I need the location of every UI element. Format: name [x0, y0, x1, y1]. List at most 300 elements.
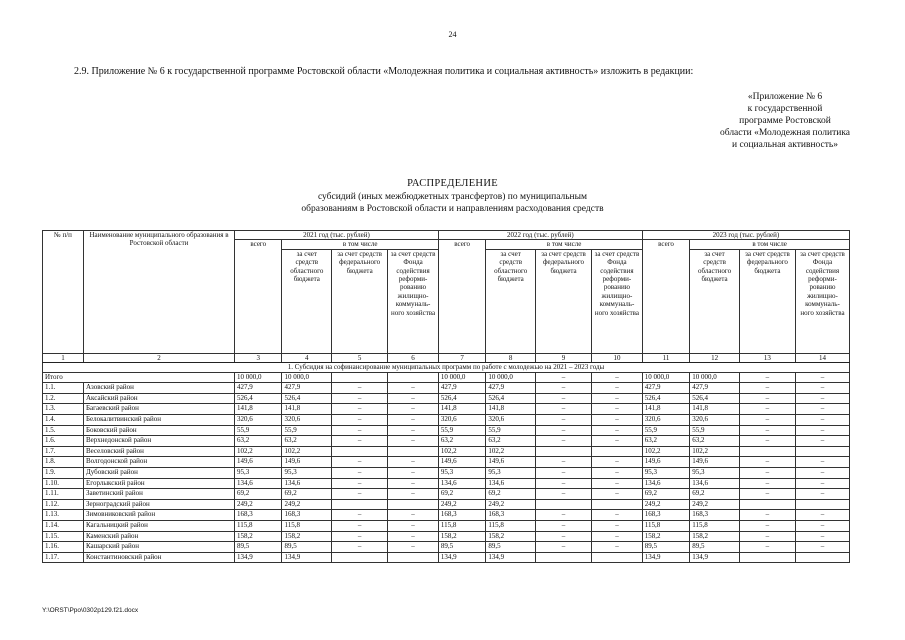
table-cell: –	[388, 425, 439, 436]
table-cell: 141,8	[235, 404, 282, 415]
table-cell: –	[592, 478, 643, 489]
table-cell: –	[739, 531, 795, 542]
table-cell: 89,5	[282, 542, 332, 553]
table-cell: 526,4	[235, 393, 282, 404]
table-row	[43, 383, 850, 394]
table-row	[43, 393, 850, 404]
table-cell: –	[739, 489, 795, 500]
header-municipality: Наименование муниципального образования в Ростовской области	[83, 231, 234, 354]
table-cell: –	[795, 457, 849, 468]
table-cell: –	[332, 436, 388, 447]
document-title: РАСПРЕДЕЛЕНИЕ	[407, 178, 498, 189]
table-cell: 320,6	[486, 415, 536, 426]
table-cell	[332, 372, 388, 383]
header-fund: за счет средств Фонда содействия реформи- рованию жилищно- коммуналь- ного хозяйства	[795, 249, 849, 353]
table-cell: 89,5	[690, 542, 740, 553]
header-regional: за счет средств областного бюджета	[690, 249, 740, 353]
table-cell: –	[535, 542, 591, 553]
table-row	[43, 415, 850, 426]
table-cell: –	[535, 531, 591, 542]
table-cell: –	[388, 542, 439, 553]
table-cell: 149,6	[486, 457, 536, 468]
table-cell	[592, 446, 643, 457]
table-cell: 249,2	[438, 499, 485, 510]
document-subtitle	[0, 191, 905, 215]
table-cell: –	[332, 383, 388, 394]
row-number: 1.13.	[43, 510, 84, 521]
table-cell: 102,2	[486, 446, 536, 457]
table-cell: –	[535, 457, 591, 468]
table-cell: –	[739, 404, 795, 415]
table-cell: –	[592, 467, 643, 478]
table-cell	[535, 499, 591, 510]
table-row	[43, 436, 850, 447]
table-cell: 55,9	[486, 425, 536, 436]
row-number: 1.9.	[43, 467, 84, 478]
table-cell: –	[535, 383, 591, 394]
table-cell: –	[388, 467, 439, 478]
table-cell: 134,9	[438, 552, 485, 563]
table-cell: –	[795, 436, 849, 447]
header-year-2021: 2021 год (тыс. рублей)	[235, 231, 439, 240]
header-number: № п/п	[43, 231, 84, 354]
table-cell: 134,6	[438, 478, 485, 489]
table-cell	[739, 446, 795, 457]
table-cell: –	[535, 393, 591, 404]
appendix-line: программе Ростовской	[739, 116, 831, 126]
municipality-name: Волгодонской район	[83, 457, 234, 468]
table-cell: 141,8	[642, 404, 689, 415]
table-cell: 141,8	[438, 404, 485, 415]
table-cell: 168,3	[438, 510, 485, 521]
table-cell: 134,9	[282, 552, 332, 563]
table-cell: –	[388, 489, 439, 500]
table-cell	[592, 499, 643, 510]
municipality-name: Зерноградский район	[83, 499, 234, 510]
municipality-name: Аксайский район	[83, 393, 234, 404]
header-total: всего	[642, 240, 689, 353]
table-cell: 10 000,0	[690, 372, 740, 383]
table-cell: 134,6	[235, 478, 282, 489]
table-cell	[739, 499, 795, 510]
table-cell: –	[388, 404, 439, 415]
column-number: 9	[535, 353, 591, 362]
table-cell: 141,8	[690, 404, 740, 415]
table-cell: –	[592, 393, 643, 404]
table-cell: 63,2	[486, 436, 536, 447]
table-cell: 95,3	[690, 467, 740, 478]
municipality-name: Зимовниковский район	[83, 510, 234, 521]
table-cell: –	[795, 489, 849, 500]
table-cell: –	[795, 467, 849, 478]
table-cell: 168,3	[642, 510, 689, 521]
table-cell: 149,6	[282, 457, 332, 468]
header-including: в том числе	[282, 240, 438, 249]
row-number: 1.5.	[43, 425, 84, 436]
table-cell: –	[592, 383, 643, 394]
header-federal: за счет средств федерального бюджета	[535, 249, 591, 353]
table-cell: –	[739, 520, 795, 531]
table-cell: 69,2	[486, 489, 536, 500]
header-including: в том числе	[690, 240, 850, 249]
table-cell	[795, 446, 849, 457]
distribution-table	[42, 230, 850, 563]
table-row	[43, 542, 850, 553]
table-cell: –	[332, 510, 388, 521]
table-cell: –	[795, 393, 849, 404]
table-cell: 89,5	[235, 542, 282, 553]
table-cell: –	[535, 372, 591, 383]
table-row	[43, 531, 850, 542]
table-cell: –	[535, 425, 591, 436]
header-total: всего	[235, 240, 282, 353]
table-cell: 427,9	[642, 383, 689, 394]
table-cell: 168,3	[486, 510, 536, 521]
table-cell: 134,6	[642, 478, 689, 489]
table-cell: 427,9	[438, 383, 485, 394]
table-row	[43, 499, 850, 510]
table-cell: 249,2	[235, 499, 282, 510]
table-cell: –	[739, 457, 795, 468]
table-row	[43, 478, 850, 489]
table-cell: –	[388, 520, 439, 531]
column-number: 2	[83, 353, 234, 362]
table-cell: 149,6	[642, 457, 689, 468]
municipality-name: Кашарский район	[83, 542, 234, 553]
table-cell: –	[592, 457, 643, 468]
table-cell: 134,9	[642, 552, 689, 563]
row-number: 1.16.	[43, 542, 84, 553]
table-cell: 102,2	[438, 446, 485, 457]
table-row	[43, 372, 850, 383]
table-cell: 249,2	[642, 499, 689, 510]
table-cell: –	[535, 520, 591, 531]
table-cell: –	[739, 478, 795, 489]
table-cell: –	[592, 510, 643, 521]
table-cell: 427,9	[486, 383, 536, 394]
table-cell: –	[795, 404, 849, 415]
table-cell: 134,9	[235, 552, 282, 563]
column-number: 5	[332, 353, 388, 362]
municipality-name: Азовский район	[83, 383, 234, 394]
table-cell	[388, 552, 439, 563]
table-cell: –	[388, 457, 439, 468]
table-cell: –	[535, 489, 591, 500]
header-regional: за счет средств областного бюджета	[486, 249, 536, 353]
table-cell: –	[739, 542, 795, 553]
appendix-line: области «Молодежная политика	[719, 128, 851, 138]
table-cell: 427,9	[282, 383, 332, 394]
table-cell: 158,2	[282, 531, 332, 542]
table-cell: –	[535, 404, 591, 415]
table-cell: 320,6	[235, 415, 282, 426]
table-cell: 134,9	[486, 552, 536, 563]
table-cell: 115,8	[486, 520, 536, 531]
table-cell: 63,2	[690, 436, 740, 447]
table-cell: –	[332, 393, 388, 404]
municipality-name: Боковский район	[83, 425, 234, 436]
table-cell	[592, 552, 643, 563]
table-cell: –	[739, 372, 795, 383]
header-year-2023: 2023 год (тыс. рублей)	[642, 231, 849, 240]
table-cell: –	[332, 467, 388, 478]
header-year-2022: 2022 год (тыс. рублей)	[438, 231, 642, 240]
table-cell	[332, 499, 388, 510]
row-number: 1.6.	[43, 436, 84, 447]
table-cell: 427,9	[690, 383, 740, 394]
table-cell: –	[739, 467, 795, 478]
table-cell: 69,2	[282, 489, 332, 500]
column-number: 11	[642, 353, 689, 362]
table-cell: 158,2	[486, 531, 536, 542]
table-cell	[739, 552, 795, 563]
table-cell: –	[388, 531, 439, 542]
municipality-name: Кагальницкий район	[83, 520, 234, 531]
table-row	[43, 467, 850, 478]
row-number: 1.3.	[43, 404, 84, 415]
table-cell: 249,2	[282, 499, 332, 510]
table-cell	[388, 446, 439, 457]
table-cell: –	[592, 372, 643, 383]
header-federal: за счет средств федерального бюджета	[739, 249, 795, 353]
table-cell: 69,2	[438, 489, 485, 500]
table-cell: 55,9	[282, 425, 332, 436]
municipality-name: Багаевский район	[83, 404, 234, 415]
table-cell: –	[535, 478, 591, 489]
table-row	[43, 510, 850, 521]
header-including: в том числе	[486, 240, 642, 249]
table-cell: –	[592, 489, 643, 500]
page-number: 24	[448, 30, 457, 39]
row-number: 1.17.	[43, 552, 84, 563]
header-regional: за счет средств областного бюджета	[282, 249, 332, 353]
table-cell: 526,4	[690, 393, 740, 404]
table-cell: –	[592, 404, 643, 415]
table-row	[43, 446, 850, 457]
table-cell: –	[535, 436, 591, 447]
table-cell: 115,8	[282, 520, 332, 531]
municipality-name: Каменский район	[83, 531, 234, 542]
table-cell: –	[739, 436, 795, 447]
municipality-name: Белокалитвинский район	[83, 415, 234, 426]
column-number: 8	[486, 353, 536, 362]
appendix-reference	[690, 91, 880, 151]
table-row	[43, 489, 850, 500]
table-cell: 63,2	[235, 436, 282, 447]
table-cell: –	[795, 520, 849, 531]
appendix-line: и социальная активность»	[732, 140, 838, 150]
table-cell: 55,9	[438, 425, 485, 436]
table-cell: 89,5	[486, 542, 536, 553]
table-cell: 115,8	[235, 520, 282, 531]
column-number: 4	[282, 353, 332, 362]
column-number-row	[43, 353, 850, 362]
table-cell: 158,2	[235, 531, 282, 542]
municipality-name: Константиновский район	[83, 552, 234, 563]
table-cell: –	[388, 510, 439, 521]
table-cell: 89,5	[642, 542, 689, 553]
table-cell: 95,3	[282, 467, 332, 478]
table-cell: 249,2	[486, 499, 536, 510]
column-number: 1	[43, 353, 84, 362]
table-cell	[388, 499, 439, 510]
table-row	[43, 457, 850, 468]
table-cell: 63,2	[282, 436, 332, 447]
column-number: 6	[388, 353, 439, 362]
table-cell	[388, 372, 439, 383]
row-number: 1.15.	[43, 531, 84, 542]
subtitle-line: образованиям в Ростовской области и направлениям расходования средств	[301, 204, 604, 214]
table-cell: 95,3	[642, 467, 689, 478]
subtitle-line: субсидий (иных межбюджетных трансфертов) по муниципальным	[317, 192, 588, 202]
table-cell: –	[592, 531, 643, 542]
table-cell: 134,6	[282, 478, 332, 489]
row-number: 1.7.	[43, 446, 84, 457]
table-cell: 102,2	[690, 446, 740, 457]
table-cell: 10 000,0	[235, 372, 282, 383]
table-cell	[535, 552, 591, 563]
table-cell: –	[332, 404, 388, 415]
table-cell: 320,6	[282, 415, 332, 426]
appendix-line: «Приложение № 6	[747, 92, 823, 102]
table-cell: 69,2	[642, 489, 689, 500]
table-cell: –	[332, 415, 388, 426]
table-cell: 134,9	[690, 552, 740, 563]
table-cell: –	[592, 436, 643, 447]
row-number: 1.8.	[43, 457, 84, 468]
table-cell: 95,3	[235, 467, 282, 478]
header-total: всего	[438, 240, 485, 353]
header-fund: за счет средств Фонда содействия реформи- рованию жилищно- коммуналь- ного хозяйства	[388, 249, 439, 353]
table-cell	[332, 552, 388, 563]
table-cell: 63,2	[642, 436, 689, 447]
table-cell: 115,8	[438, 520, 485, 531]
municipality-name: Веселовский район	[83, 446, 234, 457]
table-cell: –	[592, 425, 643, 436]
table-cell: –	[739, 425, 795, 436]
table-cell: –	[388, 383, 439, 394]
table-cell: 69,2	[235, 489, 282, 500]
column-number: 10	[592, 353, 643, 362]
table-cell: –	[332, 478, 388, 489]
table-cell: 95,3	[486, 467, 536, 478]
table-cell: –	[332, 425, 388, 436]
table-cell: –	[739, 510, 795, 521]
row-number: 1.1.	[43, 383, 84, 394]
row-number: 1.14.	[43, 520, 84, 531]
table-cell: –	[592, 520, 643, 531]
table-cell: 526,4	[282, 393, 332, 404]
table-cell: –	[535, 510, 591, 521]
table-cell: –	[388, 478, 439, 489]
municipality-name: Заветинский район	[83, 489, 234, 500]
column-number: 3	[235, 353, 282, 362]
table-cell: –	[795, 542, 849, 553]
table-cell: 55,9	[690, 425, 740, 436]
table-cell: 141,8	[282, 404, 332, 415]
row-number: 1.4.	[43, 415, 84, 426]
table-cell: –	[535, 467, 591, 478]
table-cell: –	[592, 415, 643, 426]
row-number: 1.2.	[43, 393, 84, 404]
table-cell: 320,6	[690, 415, 740, 426]
column-number: 7	[438, 353, 485, 362]
table-cell: –	[795, 425, 849, 436]
header-fund: за счет средств Фонда содействия реформи- рованию жилищно- коммуналь- ного хозяйства	[592, 249, 643, 353]
table-cell: 141,8	[486, 404, 536, 415]
table-cell: 102,2	[282, 446, 332, 457]
table-cell: 55,9	[235, 425, 282, 436]
table-cell: 10 000,0	[642, 372, 689, 383]
table-cell: 168,3	[235, 510, 282, 521]
column-number: 12	[690, 353, 740, 362]
table-cell: –	[332, 457, 388, 468]
table-row	[43, 552, 850, 563]
header-federal: за счет средств федерального бюджета	[332, 249, 388, 353]
table-cell: 102,2	[235, 446, 282, 457]
row-number: 1.12.	[43, 499, 84, 510]
table-body	[43, 353, 850, 563]
table-cell: –	[388, 436, 439, 447]
table-row	[43, 404, 850, 415]
table-cell: 134,6	[486, 478, 536, 489]
table-cell: –	[795, 531, 849, 542]
table-cell: –	[332, 531, 388, 542]
table-cell: –	[795, 383, 849, 394]
column-number: 13	[739, 353, 795, 362]
table-cell	[795, 499, 849, 510]
table-cell: 320,6	[438, 415, 485, 426]
table-cell: 158,2	[690, 531, 740, 542]
table-cell: 526,4	[486, 393, 536, 404]
file-path-footer: Y:\ORST\Ppo\0302p129.f21.docx	[42, 607, 139, 614]
table-cell: 526,4	[438, 393, 485, 404]
table-cell: –	[795, 372, 849, 383]
table-cell: 168,3	[690, 510, 740, 521]
table-cell: 69,2	[690, 489, 740, 500]
municipality-name: Егорлыкский район	[83, 478, 234, 489]
table-cell: 158,2	[642, 531, 689, 542]
table-cell: 102,2	[642, 446, 689, 457]
row-number: 1.11.	[43, 489, 84, 500]
table-cell	[795, 552, 849, 563]
section-row	[43, 363, 850, 372]
row-label: Итого	[43, 372, 235, 383]
table-cell	[535, 446, 591, 457]
table-cell: –	[388, 415, 439, 426]
table-cell: 10 000,0	[486, 372, 536, 383]
table-cell: 149,6	[690, 457, 740, 468]
table-cell: 115,8	[642, 520, 689, 531]
table-cell: 168,3	[282, 510, 332, 521]
table-cell: –	[535, 415, 591, 426]
table-cell: –	[795, 510, 849, 521]
column-number: 14	[795, 353, 849, 362]
table-cell: 149,6	[235, 457, 282, 468]
table-cell: 427,9	[235, 383, 282, 394]
municipality-name: Верхнедонской район	[83, 436, 234, 447]
table-cell: 149,6	[438, 457, 485, 468]
table-row	[43, 425, 850, 436]
table-cell: 10 000,0	[282, 372, 332, 383]
intro-paragraph: 2.9. Приложение № 6 к государственной программе Ростовской области «Молодежная политика и социальная активность» изложить в редакции:	[74, 66, 694, 77]
table-cell: 320,6	[642, 415, 689, 426]
section-title: 1. Субсидия на софинансирование муниципальных программ по работе с молодежью на 2021 – 2023 годы	[43, 363, 850, 372]
table-cell: –	[739, 383, 795, 394]
table-cell: –	[739, 415, 795, 426]
table-cell: 10 000,0	[438, 372, 485, 383]
table-cell: 158,2	[438, 531, 485, 542]
